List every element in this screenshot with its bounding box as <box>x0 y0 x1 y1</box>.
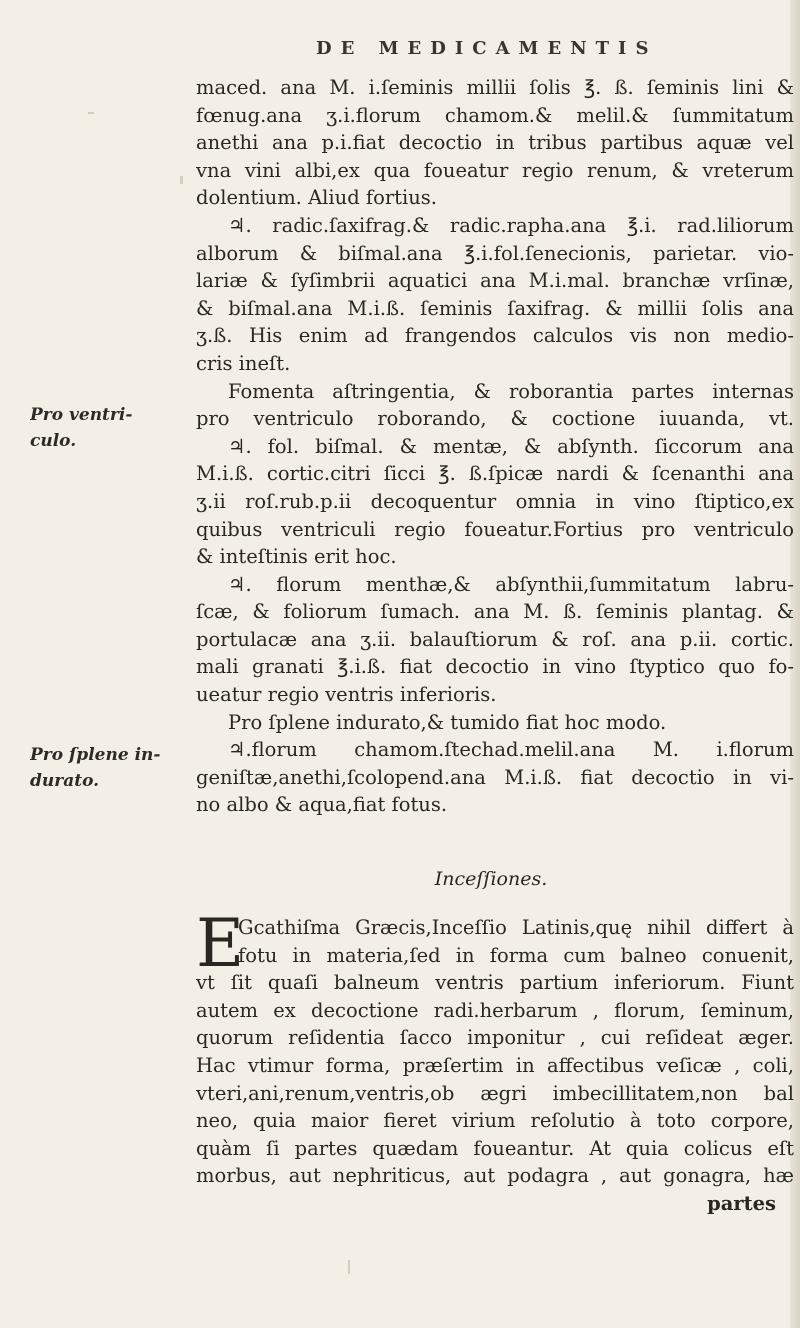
text-line: Fomenta aſtringentia, & roborantia partes internas <box>228 379 794 403</box>
text-line: ♃.florum chamom.ſtechad.melil.ana M. i.florum <box>228 738 794 762</box>
text-line: morbus, aut nephriticus, aut podagra , aut gonagra, hæ <box>196 1164 794 1188</box>
text-line: fotu in materia,ſed in forma cum balneo conuenit, <box>238 943 794 967</box>
text-line: anethi ana p.i.fiat decoctio in tribus partibus aquæ vel <box>196 131 794 155</box>
paper-speck <box>348 1260 350 1274</box>
text-line: ʒ.ß. His enim ad frangendos calculos vis non medio- <box>196 324 794 348</box>
text-line: lariæ & ſyſimbrii aquatici ana M.i.mal. branchæ vrſinæ, <box>196 269 794 293</box>
text-line: neo, quia maior fieret virium reſolutio à toto corpore, <box>196 1109 794 1133</box>
catchword: partes <box>707 1191 776 1215</box>
main-text-block <box>196 74 794 819</box>
text-line: mali granati ℥.i.ß. fiat decoctio in vino ſtyptico quo fo- <box>196 655 794 679</box>
text-line: alborum & biſmal.ana ℥.i.fol.ſenecionis, parietar. vio- <box>196 241 794 265</box>
text-line: quàm ſi partes quædam foueantur. At quia colicus eſt <box>196 1136 794 1160</box>
text-line: ♃. florum menthæ,& abſynthii,ſummitatum labru- <box>228 572 794 596</box>
main-text-block-2 <box>196 905 794 1218</box>
text-line: ſcæ, & foliorum ſumach. ana M. ß. ſeminis plantag. & <box>196 600 794 624</box>
paper-speck <box>180 176 183 184</box>
text-line: M.i.ß. cortic.citri ſicci ℥. ß.ſpicæ nardi & ſcenanthi ana <box>196 462 794 486</box>
text-line: cris ineſt. <box>196 351 291 375</box>
text-line: ♃. radic.ſaxifrag.& radic.rapha.ana ℥.i. rad.liliorum <box>228 213 794 237</box>
text-line: ueatur regio ventris inferioris. <box>196 683 497 707</box>
text-line: Gcathiſma Græcis,Inceſſio Latinis,quę nihil differt à <box>238 916 794 939</box>
text-line: portulacæ ana ʒ.ii. balauſtiorum & roſ. ana p.ii. cortic. <box>196 627 794 651</box>
text-line: autem ex decoctione radi.herbarum , florum, ſeminum, <box>196 998 794 1022</box>
marginal-note-line: Pro ſplene in- <box>30 745 161 765</box>
text-line: fœnug.ana ʒ.i.florum chamom.& melil.& ſummitatum <box>196 103 794 127</box>
text-line: pro ventriculo roborando, & coctione iuuanda, vt. <box>196 407 794 431</box>
paper-speck <box>88 112 94 114</box>
text-line: vna vini albi,ex qua foueatur regio renum, & vreterum <box>196 158 794 182</box>
text-line: dolentium. Aliud fortius. <box>196 186 437 210</box>
marginal-note-line: durato. <box>30 771 100 791</box>
text-line: Pro ſplene indurato,& tumido fiat hoc modo. <box>228 710 667 734</box>
text-line: no albo & aqua,fiat fotus. <box>196 793 448 817</box>
marginal-note-splene <box>30 742 180 794</box>
text-line: maced. ana M. i.ſeminis millii ſolis ℥. ß. ſeminis lini & <box>196 76 794 99</box>
running-head: DE MEDICAMENTIS <box>316 38 658 59</box>
text-line: geniſtæ,anethi,ſcolopend.ana M.i.ß. fiat decoctio in vi- <box>196 765 794 789</box>
marginal-note-line: Pro ventri- <box>30 405 133 425</box>
text-line: quibus ventriculi regio foueatur.Fortius pro ventriculo <box>196 517 794 541</box>
text-line: & inteſtinis erit hoc. <box>196 545 397 569</box>
text-line: vteri,ani,renum,ventris,ob ægri imbecillitatem,non bal <box>196 1081 794 1105</box>
marginal-note-line: culo. <box>30 431 77 451</box>
section-heading: Inceſſiones. <box>434 868 548 890</box>
marginal-note-ventriculo <box>30 402 180 454</box>
text-line: ʒ.ii roſ.rub.p.ii decoquentur omnia in vino ſtiptico,ex <box>196 489 794 513</box>
text-line: Hac vtimur forma, præſertim in affectibus veſicæ , coli, <box>196 1053 794 1077</box>
text-line: vt ſit quaſi balneum ventris partium inferiorum. Fiunt <box>196 971 794 995</box>
drop-cap: E <box>196 905 245 982</box>
text-line: quorum reſidentia ſacco imponitur , cui reſideat æger. <box>196 1026 794 1050</box>
text-line: & biſmal.ana M.i.ß. ſeminis ſaxifrag. & millii ſolis ana <box>196 296 794 320</box>
text-line: ♃. fol. biſmal. & mentæ, & abſynth. ſiccorum ana <box>228 434 794 458</box>
